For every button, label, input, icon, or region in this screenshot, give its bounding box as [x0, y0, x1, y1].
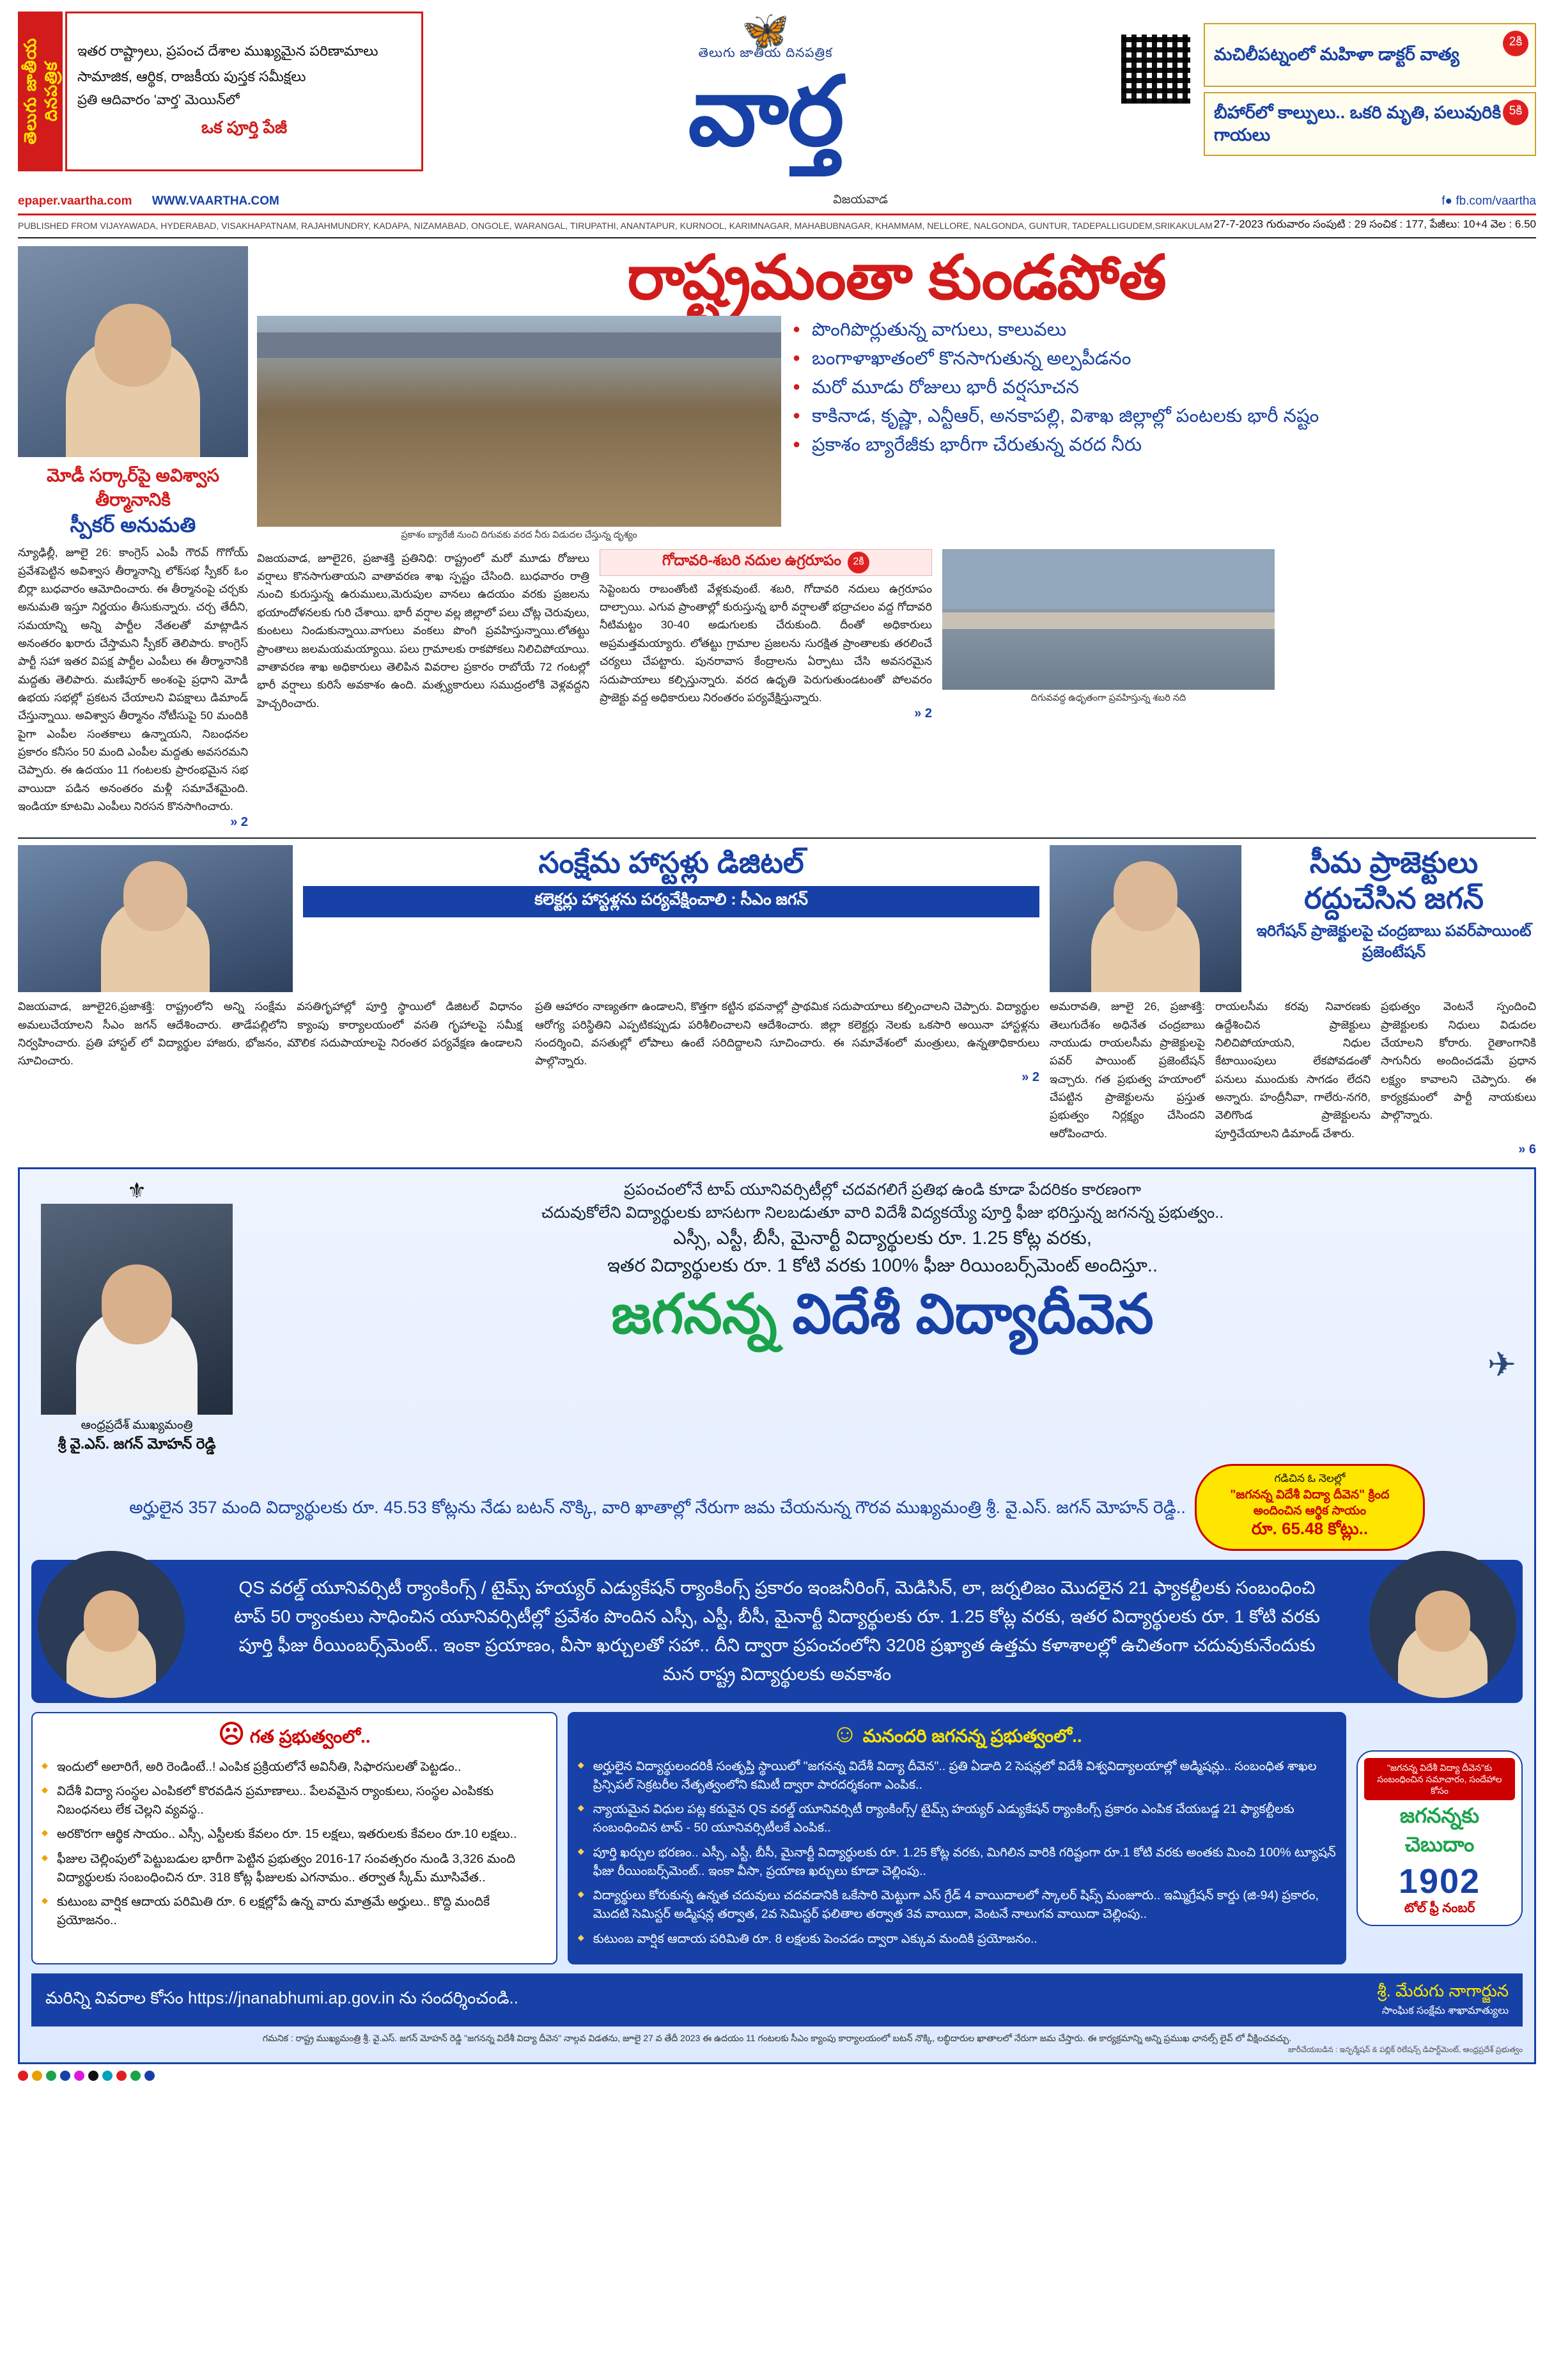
flood-river-photo	[257, 316, 781, 527]
speaker-body: న్యూఢిల్లీ, జూలై 26: కాంగ్రెస్ ఎంపీ గౌరవ్ గొగోయ్ ప్రవేశపెట్టిన అవిశ్వాస తీర్మానాన్ని లోక్‌సభ స్పీకర్ ఓం బిర్లా బుధవారం ఆమోదించారు. ఈ తీర్మానంపై చర్చకు అనుమతి ఇస్తూ నిర్ణయం తీసుకున్నారు. చర్చ తేదీని, సమయాన్ని అన్ని పార్టీల నేతలతో మాట్లాడిన అనంతరం ఖరారు చేస్తామని స్పీకర్ తెలిపారు. కాంగ్రెస్ పార్టీ సహా ఇతర విపక్ష పార్టీల ఎంపీలు ఈ తీర్మానానికి మద్దతు తెలిపారు. మణిపూర్ అంశంపై ప్రధాని మోడీ ఉభయ సభల్లో ప్రకటన చేయాలని విపక్షాలు డిమాండ్ చేస్తున్నాయి. అవిశ్వాస తీర్మానం నోటీసుపై 50 మందికి పైగా ఎంపీల సంతకాలు ఉన్నాయని, నిబంధనల ప్రకారం కనీసం 50 మంది ఎంపీల మద్దతు అవసరమని చెప్పారు. ఈ ఉదయం 11 గంటలకు ప్రారంభమైన సభ వాయిదా పడిన అనంతరం మళ్లీ సమావేశమైంది. ఇండియా కూటమి ఎంపీలు నిరసన కొనసాగించారు.	[18, 546, 248, 813]
sad-face-icon: ☹	[218, 1720, 245, 1748]
bullet-item: ● మరో మూడు రోజులు భారీ వర్షసూచన	[793, 373, 1536, 402]
previous-government-panel	[31, 1712, 557, 1964]
ad-head-line-2: చదువుకోలేని విద్యార్థులకు బాసటగా నిలబడుతూ వారి విదేశీ విద్యకయ్యే పూర్తి ఫీజు భరిస్తున్న జగనన్న ప్రభుత్వం..	[541, 1204, 1224, 1222]
secondary-stories	[18, 845, 1536, 1157]
male-graduate-photo	[1369, 1551, 1516, 1698]
list-item: ◆ అర్హులైన విద్యార్థులందరికీ సంతృప్తి స్థాయిలో "జగనన్న విదేశీ విద్యా దీవెన".. ప్రతి ఏడాది 2 సెషన్లలో విదేశీ విశ్వవిద్యాలయాల్లో అడ్మిషన్లు.. సంబంధిత శాఖల ప్రిన్సిపల్ సెక్రటరీల నేతృత్వంలోని కమిటీ ద్వారా పారదర్శకంగా ఎంపిక..	[578, 1757, 1336, 1795]
flood-col-1	[257, 549, 589, 721]
flood-col2-text: సెప్టెంబరు రాబంతోంటి వేళ్లకువుంటే. శబరి, గోదావరి నదులు ఉగ్రరూపం దాల్చాయి. ఎగువ ప్రాంతాల్లో కురుస్తున్న భారీ వర్షాలతో భద్రాచలం వద్ద గోదావరి నీటిమట్టం 30-40 అడుగులకు చేరుకుంది. దీంతో అధికారులు అప్రమత్తమయ్యారు. లోతట్టు గ్రామాల ప్రజలను సురక్షిత ప్రాంతాలకు తరలించే చర్యలు చేపట్టారు. పునరావాస కేంద్రాలను ఏర్పాటు చేసి అవసరమైన సదుపాయాలు కల్పిస్తున్నారు. వరద ఉధృతి పెరుగుతుండటంతో పోలవరం ప్రాజెక్టు వద్ద అధికారులు నిరంతరం పర్యవేక్షిస్తున్నారు.	[600, 582, 932, 704]
female-graduate-photo	[38, 1551, 185, 1698]
happy-face-icon: ☺	[832, 1719, 858, 1748]
cm-jagan-photo	[41, 1204, 233, 1415]
hostels-body	[18, 997, 1039, 1069]
godavari-badge-text: గోదావరి-శబరి నదుల ఉగ్రరూపం	[662, 552, 842, 569]
ad-head-line-4: ఇతర విద్యార్థులకు రూ. 1 కోటి వరకు 100% ఫీజు రియింబర్స్‌మెంట్ అందిస్తూ..	[607, 1256, 1158, 1277]
vaartha-logo: వార్త	[688, 58, 843, 165]
helpline-brand: జగనన్నకు చెబుదాం	[1399, 1804, 1480, 1856]
helpline-card[interactable]	[1356, 1750, 1523, 1927]
page-headline: రాష్ట్రమంతా కుండపోత	[627, 244, 1166, 312]
bullet-item: ● కాకినాడ, కృష్ణా, ఎన్టీఆర్, అనకాపల్లి, విశాఖ జిల్లాల్లో పంటలకు భారీ నష్టం	[793, 402, 1536, 431]
ad-fine-print: గమనిక : రాష్ట్ర ముఖ్యమంత్రి శ్రీ. వై.ఎస్. జగన్ మోహన్ రెడ్డి "జగనన్న విదేశీ విద్యా దీవెన" నాల్గవ విడతను, జూలై 27 వ తేదీ 2023 ఈ ఉదయం 11 గంటలకు సీఎం క్యాంపు కార్యాలయంలో బటన్ నొక్కి, లబ్ధిదారుల ఖాతాలలో నేరుగా జమ చేస్తారు. ఈ కార్యక్రమాన్ని అన్ని ప్రముఖ ఛానల్స్ లైవ్ లో వీక్షించవచ్చు.	[262, 2032, 1292, 2043]
projects-col1: అమరావతి, జూలై 26, ప్రజాశక్తి: తెలుగుదేశం అధినేత చంద్రబాబు నాయుడు రాయలసీమ ప్రాజెక్టులపై పవర్ పాయింట్ ప్రజెంటేషన్ ఇచ్చారు. గత ప్రభుత్వ హయాంలో చేపట్టిన ప్రాజెక్టులను ప్రస్తుత ప్రభుత్వం నిర్లక్ష్యం చేసిందని ఆరోపించారు.	[1050, 1000, 1206, 1140]
ad-issued-by: జారీచేయబడిన : ఇన్ఫర్మేషన్ & పబ్లిక్ రిలేషన్స్ డిపార్ట్‌మెంట్, ఆంధ్రప్రదేశ్ ప్రభుత్వం	[1288, 2044, 1523, 2054]
projects-top	[1050, 845, 1536, 992]
projects-subhead: ఇరిగేషన్ ప్రాజెక్టులపై చంద్రబాబు పవర్‌పాయింట్ ప్రజెంటేషన్	[1252, 921, 1536, 966]
teaser-box[interactable]	[1204, 23, 1536, 87]
ad-title-green: జగనన్న	[611, 1283, 777, 1345]
godavari-badge[interactable]	[600, 549, 932, 576]
chandrababu-photo-wrap	[1050, 845, 1241, 992]
ad-amount-text: అర్హులైన 357 మంది విద్యార్థులకు రూ. 45.53 కోట్లను నేడు బటన్ నొక్కి, వారి ఖాతాల్లో నేరుగా జమ చేయనున్న గౌరవ ముఖ్యమంత్రి శ్రీ. వై.ఎస్. జగన్ మోహన్ రెడ్డి..	[129, 1497, 1186, 1517]
list-item: ◆ న్యాయమైన విధుల పట్ల కరువైన QS వరల్డ్ యూనివర్సిటీ ర్యాంకింగ్స్/ టైమ్స్ హయ్యర్ ఎడ్యుకేషన్ ర్యాంకింగ్స్ ప్రకారం ఎంపిక చేయబడ్డ 21 ఫ్యాకల్టీలకు సంబంధించిన టాప్ - 50 యూనివర్సిటీలకే ఎంపిక..	[578, 1800, 1336, 1838]
list-item: ◆ విద్యార్థులు కోరుకున్న ఉన్నత చదువులు చదవడానికి ఒకేసారి మెట్టుగా ఎస్ గ్రేడ్ 4 వాయిదాలలో స్కాలర్ షిప్స్ మంజూరు.. ఇమ్మిగ్రేషన్ కార్డు (జి-94) ప్రకారం, మొదటి సెమిస్టర్ అడ్మిషన్ల తర్వాత, 2వ సెమిస్టర్ ఫలితాల తర్వాత 3వ వాయిదా, వెంటనే నాలుగవ వాయిదా చెల్లింపు..	[578, 1886, 1336, 1924]
published-from: PUBLISHED FROM VIJAYAWADA, HYDERABAD, VISAKHAPATNAM, RAJAHMUNDRY, KADAPA, NIZAMABAD, ONGOLE, WARANGAL, TIRUPATHI, ANANTAPUR, KURNOOL, KARIMNAGAR, MAHABUBNAGAR, KHAMMAM, NELLORE, NALGONDA, GUNTUR, TADEPALLIGUDEM,SRIKAKULAM	[18, 221, 1213, 231]
epaper-link-wrap[interactable]	[18, 194, 279, 208]
hostels-headline-wrap	[303, 845, 1039, 922]
masthead-tagline: తెలుగు జాతీయ దినపత్రిక	[698, 46, 833, 60]
chandrababu-portrait	[1050, 845, 1241, 992]
ad-top	[31, 1178, 1523, 1456]
helpline-tollfree-label: టోల్ ఫ్రీ నంబర్	[1404, 1901, 1475, 1916]
facebook-handle[interactable]: fb.com/vaartha	[1456, 194, 1536, 208]
hostels-col1: విజయవాడ, జూలై26,ప్రజాశక్తి: రాష్ట్రంలోని అన్ని సంక్షేమ వసతిగృహాల్లో పూర్తి స్థాయిలో డిజిటల్ విధానం అమలుచేయాలని సీఎం జగన్ ఆదేశించారు. తాడేపల్లిలోని క్యాంపు కార్యాలయంలో వసతి గృహాలపై సమీక్ష నిర్వహించారు. ప్రతి హాస్టల్ లో విద్యార్థుల హాజరు, భోజనం, మౌలిక సదుపాయాలపై నిరంతర పర్యవేక్షణ ఉండాలని సూచించారు.	[18, 1000, 523, 1068]
continued-marker[interactable]: » 6	[1518, 1142, 1536, 1157]
facebook-icon: f●	[1441, 194, 1453, 208]
list-item: ◆ పూర్తి ఖర్చుల భరణం.. ఎస్సీ, ఎస్టీ, బీసీ, మైనార్టీ విద్యార్థులకు రూ. 1.25 కోట్ల వరకు, మిగిలిన వారికి గరిష్టంగా రూ.1 కోటి వరకు అంతకు మించి 100% ట్యూషన్ ఫీజు రీయింబర్స్‌మెంట్.. ఇంకా వీసా, ప్రయాణ ఖర్చులు కూడా చెల్లింపు..	[578, 1844, 1336, 1881]
flood-col-2	[600, 549, 932, 721]
flood-col1-text: విజయవాడ, జూలై26, ప్రజాశక్తి ప్రతినిధి: రాష్ట్రంలో మరో మూడు రోజులు వర్షాలు కొనసాగుతాయని వాతావరణ శాఖ స్పష్టం చేసింది. బుధవారం రాత్రి నుంచి కురుస్తున్న ఉరుములు,మెరుపుల వానలు ఉదయం వరకు ప్రజలను భయాందోళనలకు గురి చేశాయి. భారీ వర్షాల వల్ల జిల్లాలో పలు చోట్ల చెరువులు, కుంటలు నిండుకున్నాయి.వాగులు వంకలు పొంగి ప్రవహిస్తున్నాయి.లోతట్టు ప్రాంతాలు జలమయమయ్యాయి. పలు గ్రామాలకు రాకపోకలు నిలిచిపోయాయి. వాతావరణ శాఖ అధికారులు తెలిపిన వివరాల ప్రకారం రాబోయే 72 గంటల్లో భారీ వర్షాలు కురిసే అవకాశం ఉంది. మత్స్యకారులు సముద్రంలోకి వెళ్లవద్దని హెచ్చరించారు.	[257, 551, 589, 710]
bridge-photo-caption: దిగువవద్ద ఉధృతంగా ప్రవహిస్తున్న శబరి నది	[1030, 692, 1186, 703]
page-badge: 2కి	[848, 552, 869, 573]
bridge-photo-col	[942, 549, 1275, 721]
bullet-item: ● ప్రకాశం బ్యారేజీకు భారీగా చేరుతున్న వరద నీరు	[793, 431, 1536, 460]
hostels-top	[18, 845, 1039, 992]
flood-story	[257, 246, 1536, 830]
speaker-caption-red: మోడీ సర్కార్‌పై అవిశ్వాస తీర్మానానికి	[46, 465, 220, 509]
masthead-title	[423, 9, 1108, 165]
flood-columns	[257, 549, 1536, 721]
qr-code	[1117, 31, 1194, 107]
bullet-item: ● పొంగిపొర్లుతున్న వాగులు, కాలువలు	[793, 316, 1536, 345]
flood-bullets	[793, 316, 1536, 543]
ad-comparison	[31, 1712, 1523, 1964]
ad-title-blue: విదేశీ విద్యాదీవెన	[792, 1283, 1154, 1345]
promo-line-3: ప్రతి ఆదివారం 'వార్త' మెయిన్‌లో	[77, 92, 240, 107]
flood-top	[257, 316, 1536, 543]
projects-story	[1050, 845, 1536, 1157]
list-item: ◆ కుటుంబ వార్షిక ఆదాయ పరిమితి రూ. 6 లక్షల్లోపే ఉన్న వారు మాత్రమే అర్హులు.. కొద్ది మందికే ప్రయోజనం..	[42, 1893, 547, 1931]
vertical-brand-strip	[18, 12, 63, 171]
helpline-note: "జగనన్న విదేశీ విద్యా దీవెన"కు సంబంధించిన సమాచారం, సందేహాల కోసం	[1364, 1758, 1515, 1801]
promo-box	[65, 12, 423, 171]
ad-head-line-3: ఎస్సీ, ఎస్టీ, బీసీ, మైనార్టీ విద్యార్థులకు రూ. 1.25 కోట్ల వరకు,	[673, 1227, 1092, 1248]
current-government-panel	[568, 1712, 1346, 1964]
current-government-title: ☺ మనందరి జగనన్న ప్రభుత్వంలో..	[832, 1719, 1082, 1748]
epaper-link[interactable]: epaper.vaartha.com	[18, 194, 132, 208]
bullet-item: ● బంగాళాఖాతంలో కొనసాగుతున్న అల్పపీడనం	[793, 345, 1536, 373]
teaser-text: బీహార్‌లో కాల్పులు.. ఒకరి మృతి, పలువురికి గాయలు	[1214, 102, 1502, 144]
bubble-line-3: రూ. 65.48 కోట్లు..	[1251, 1519, 1369, 1539]
promo-line-2: సామాజిక, ఆర్థిక, రాజకీయ పుస్తక సమీక్షలు	[77, 68, 306, 84]
masthead-teasers	[1204, 23, 1536, 156]
promo-line-1: ఇతర రాష్ట్రాలు, ప్రపంచ దేశాల ముఖ్యమైన పరిణామాలు	[77, 43, 378, 59]
section-divider	[18, 837, 1536, 839]
airplane-icon: ✈	[1487, 1346, 1516, 1385]
projects-headline: సీమ ప్రాజెక్టులు రద్దుచేసిన జగన్	[1304, 846, 1484, 915]
projects-headline-wrap	[1252, 845, 1536, 970]
flood-photo-wrap	[257, 316, 781, 543]
ad-head-line-1: ప్రపంచంలోనే టాప్ యూనివర్సిటీల్లో చదవగలిగే ప్రతిభ ఉండి కూడా పేదరికం కారణంగా	[623, 1181, 1142, 1199]
ad-amount-strip	[31, 1464, 1523, 1551]
issue-info: 27-7-2023 గురువారం సంపుటి : 29 సంచిక : 177, పేజీలు: 10+4 వెల : 6.50	[1213, 218, 1536, 230]
cm-block	[31, 1178, 242, 1456]
projects-body	[1050, 997, 1536, 1142]
ad-details-panel	[31, 1560, 1523, 1702]
jagan-portrait	[18, 845, 293, 992]
facebook-link[interactable]	[1441, 194, 1536, 208]
qr-code-wrap	[1108, 12, 1204, 107]
speaker-caption-blue: స్పీకర్ అనుమతి	[70, 513, 196, 536]
projects-col3: ప్రభుత్వం వెంటనే స్పందించి ప్రాజెక్టులకు నిధులు విడుదల చేయాలని కోరారు. రైతాంగానికి సాగునీరు అందించడమే ప్రధాన లక్ష్యం కావాలని చెప్పారు. ఈ కార్యక్రమంలో పార్టీ నాయకులు పాల్గొన్నారు.	[1381, 1000, 1536, 1122]
teaser-box[interactable]	[1204, 92, 1536, 156]
continued-marker[interactable]: » 2	[1022, 1069, 1040, 1084]
list-item: ◆ ఫీజుల చెల్లింపులో పెట్టుబడుల భారీగా పెట్టిన ప్రభుత్వం 2016-17 సంవత్సరం నుండి 3,326 మంది విద్యార్థులకు సంబంధించిన రూ. 318 కోట్ల ఫీజులకు ఎగనామం.. తర్వాత స్కీమ్ మూసివేత..	[42, 1850, 547, 1888]
minister-designation: సాంఘిక సంక్షేమ శాఖామాత్యులు	[1381, 2005, 1509, 2016]
ap-government-emblem: ⚜	[127, 1179, 147, 1204]
projects-col2: రాయలసీమ కరవు నివారణకు ఉద్దేశించిన ప్రాజెక్టులు నిలిచిపోయాయని, నిధుల కేటాయింపులు లేకపోవడంతో పనులు ముందుకు సాగడం లేదని అన్నారు. హంద్రీనీవా, గాలేరు-నగరి, వెలిగొండ ప్రాజెక్టులను పూర్తిచేయాలని డిమాండ్ చేశారు.	[1215, 1000, 1371, 1140]
flood-photo-caption: ప్రకాశం బ్యారేజీ నుంచి దిగువకు వరద నీరు విడుదల చేస్తున్న దృశ్యం	[401, 529, 637, 540]
masthead	[18, 0, 1536, 192]
continued-marker[interactable]: » 2	[914, 706, 932, 721]
website-link[interactable]: WWW.VAARTHA.COM	[152, 194, 279, 208]
hostels-subhead: కలెక్టర్లు హాస్టళ్లను పర్యవేక్షించాలి : సీఎం జగన్	[303, 886, 1039, 917]
ad-footer	[31, 1973, 1523, 2026]
ad-total-bubble	[1195, 1464, 1425, 1551]
color-registration-dots	[18, 2064, 1536, 2083]
page-badge: 5కి	[1503, 100, 1528, 125]
bubble-line-1: గడిచిన ఓ నెలల్లో	[1274, 1472, 1346, 1485]
cm-label: ఆంధ్రప్రదేశ్ ముఖ్యమంత్రి	[81, 1419, 193, 1433]
ad-footer-url[interactable]: మరిన్ని వివరాల కోసం https://jnanabhumi.ap.gov.in ను సందర్శించండి..	[45, 1987, 518, 2007]
promo-line-4: ఒక పూర్తి పేజీ	[201, 117, 287, 137]
continued-marker[interactable]: » 2	[230, 815, 248, 830]
list-item: ◆ కుటుంబ వార్షిక ఆదాయ పరిమితి రూ. 8 లక్షలకు పెంచడం ద్వారా ఎక్కువ మందికి ప్రయోజనం..	[578, 1930, 1336, 1948]
hostels-headline: సంక్షేమ హాస్టళ్లు డిజిటల్	[538, 846, 804, 880]
bird-icon: 🦋	[742, 9, 789, 52]
url-bar	[18, 192, 1536, 215]
previous-government-title: ☹ గత ప్రభుత్వంలో..	[218, 1720, 371, 1748]
helpline-number: 1902	[1398, 1862, 1481, 1901]
helpline-wrap	[1356, 1712, 1523, 1964]
list-item: ◆ విదేశీ విద్యా సంస్థల ఎంపికలో కొరవడిన ప్రమాణాలు.. పేలవమైన ర్యాంకులు, సంస్థల ఎంపికకు నిబంధనలు లేక చెల్లని వ్యవస్థ..	[42, 1782, 547, 1820]
vertical-brand-text: తెలుగు జాతీయ దినపత్రిక	[20, 38, 60, 145]
government-advertisement	[18, 1167, 1536, 2064]
om-birla-portrait	[18, 246, 248, 457]
list-item: ◆ ఇందులో అలారిగే, అరి రెండింటే..! ఎంపిక ప్రక్రియలోనే అవినీతి, సిఫారసులతో పెట్టడం..	[42, 1758, 547, 1777]
publication-row	[18, 215, 1536, 238]
minister-name: శ్రీ. మేరుగు నాగార్జున	[1377, 1980, 1509, 2000]
list-item: ◆ అరకొరగా ఆర్థిక సాయం.. ఎస్సీ, ఎస్టీలకు కేవలం రూ. 15 లక్షలు, ఇతరులకు కేవలం రూ.10 లక్షలు..	[42, 1825, 547, 1844]
hostels-col2: ప్రతి ఆహారం నాణ్యతగా ఉండాలని, కొత్తగా కట్టిన భవనాల్లో ప్రాథమిక సదుపాయాలు కల్పించాలని చెప్పారు. విద్యార్థుల ఆరోగ్య పరిస్థితిని ఎప్పటికప్పుడు పరిశీలించాలని ఆదేశించారు. జిల్లా కలెక్టర్లు నెలకు ఒకసారి అయినా హాస్టళ్లను సందర్శించి, వసతుల్లో లోపాలు ఉంటే సరిదిద్దాలని సూచించారు. ఈ సమావేశంలో మంత్రులు, ఉన్నతాధికారులు పాల్గొన్నారు.	[535, 1000, 1040, 1068]
bubble-line-2: "జగనన్న విదేశీ విద్యా దీవెన" క్రింద అందించిన ఆర్థిక సాయం	[1230, 1488, 1390, 1518]
edition-city: విజయవాడ	[833, 193, 888, 206]
ad-details-text: QS వరల్డ్ యూనివర్సిటీ ర్యాంకింగ్స్ / టైమ్స్ హయ్యర్ ఎడ్యుకేషన్ ర్యాంకింగ్స్ ప్రకారం ఇంజనీరింగ్, మెడిసిన్, లా, జర్నలిజం మొదలైన 21 ఫ్యాకల్టీలకు సంబంధించి టాప్ 50 ర్యాంకులు సాధించిన యూనివర్సిటీల్లో ప్రవేశం పొందిన ఎస్సీ, ఎస్టీ, బీసీ, మైనార్టీ విద్యార్థులకు రూ. 1.25 కోట్ల వరకు, ఇతర విద్యార్థులకు రూ. 1 కోటి వరకు పూర్తి ఫీజు రీయింబర్స్‌మెంట్.. ఇంకా ప్రయాణం, వీసా ఖర్చులతో సహా.. దీని ద్వారా ప్రపంచంలోని 3208 ప్రఖ్యాత ఉత్తమ కళాశాలల్లో ఉచితంగా చదువుకునేందుకు మన రాష్ట్ర విద్యార్థులకు అవకాశం	[234, 1578, 1320, 1684]
lead-section	[18, 246, 1536, 830]
speaker-story	[18, 246, 248, 830]
ad-headline-block	[242, 1178, 1523, 1456]
teaser-text: మచిలీపట్నంలో మహిళా డాక్టర్ వాత్య	[1214, 45, 1459, 65]
jagan-photo-wrap	[18, 845, 293, 992]
ad-scheme-title	[249, 1284, 1516, 1345]
page-badge: 2కి	[1503, 31, 1528, 56]
sabari-bridge-photo	[942, 549, 1275, 690]
hostels-story	[18, 845, 1039, 1157]
cm-name: శ్రీ వై.ఎస్. జగన్ మోహన్ రెడ్డి	[58, 1435, 216, 1452]
